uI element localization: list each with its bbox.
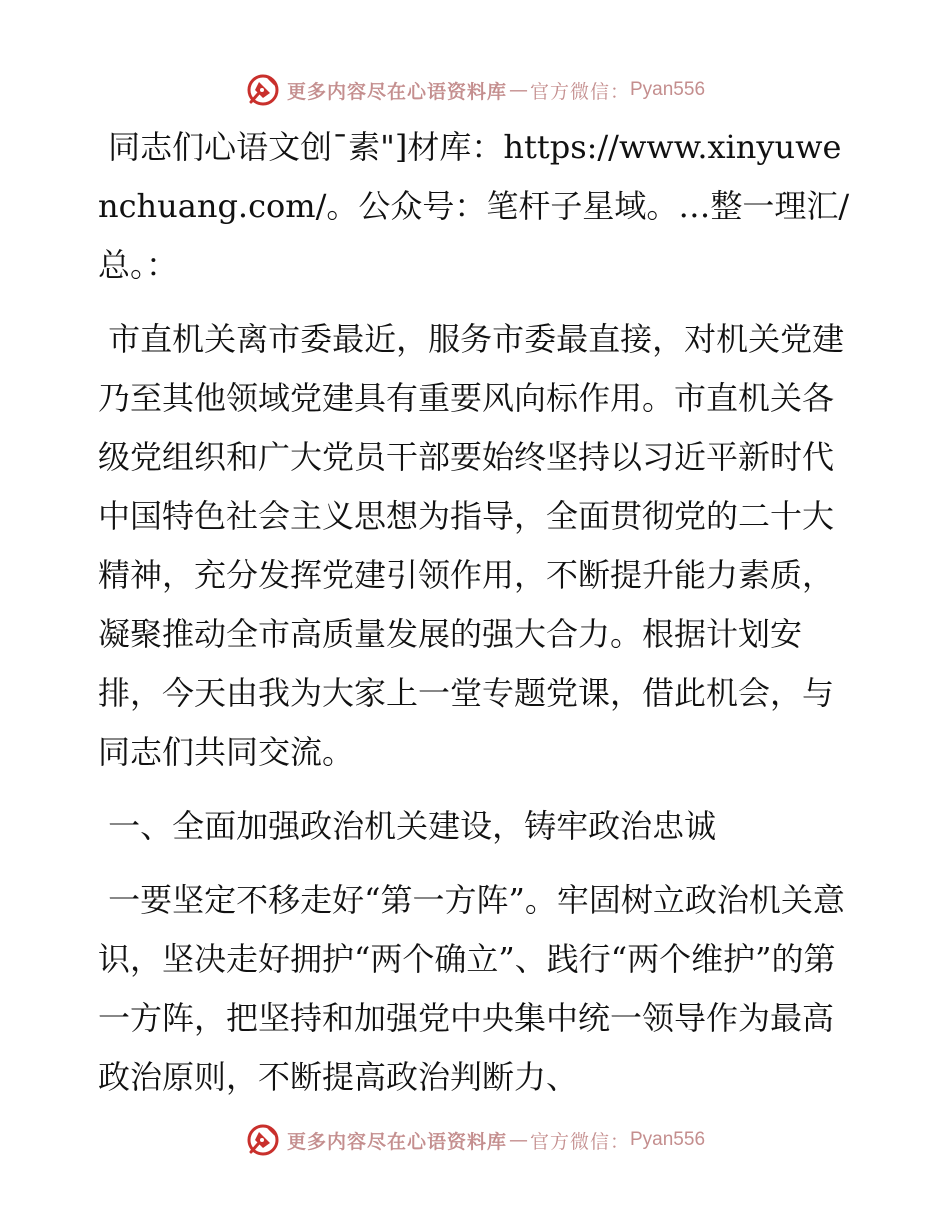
watermark-text: 更多内容尽在心语资料库 [286,80,507,103]
watermark-official-label: 官方微信： [529,80,630,103]
watermark-text: 更多内容尽在心语资料库 [286,1130,507,1153]
pen-nib-logo-icon [245,1122,281,1158]
footer-watermark [0,1120,950,1160]
watermark-wechat-id: Pyan556 [630,79,706,100]
watermark-official-label: 官方微信： [529,1130,630,1153]
watermark-separator: — [508,1129,528,1151]
section-heading-1: 一、全面加强政治机关建设，铸牢政治忠诚 [98,807,717,845]
body-paragraph-1: 市直机关离市委最近，服务市委最直接，对机关党建乃至其他领域党建具有重要风向标作用。市直机关各级党组织和广大党员干部要始终坚持以习近平新时代中国特色社会主义思想为指导，全面贯彻党的二十大精神，充分发挥党建引领作用，不断提升能力素质，凝聚推动全市高质量发展的强大合力。根据计划安排，今天由我为大家上一堂专题党课，借此机会，与同志们共同交流。 [98,320,845,771]
document-body [98,118,852,1107]
header-watermark [0,70,950,110]
watermark-wechat-id: Pyan556 [630,1129,706,1150]
intro-paragraph: 同志们心语文创¯素"]材库：https://www.xinyuwenchuang.com/。公众号：笔杆子星域。…整一理汇/总。： [98,128,850,284]
body-paragraph-2: 一要坚定不移走好“第一方阵”。牢固树立政治机关意识，坚决走好拥护“两个确立”、践行“两个维护”的第一方阵，把坚持和加强党中央集中统一领导作为最高政治原则，不断提高政治判断力、 [98,881,845,1096]
watermark-separator: — [508,79,528,101]
pen-nib-logo-icon [245,72,281,108]
